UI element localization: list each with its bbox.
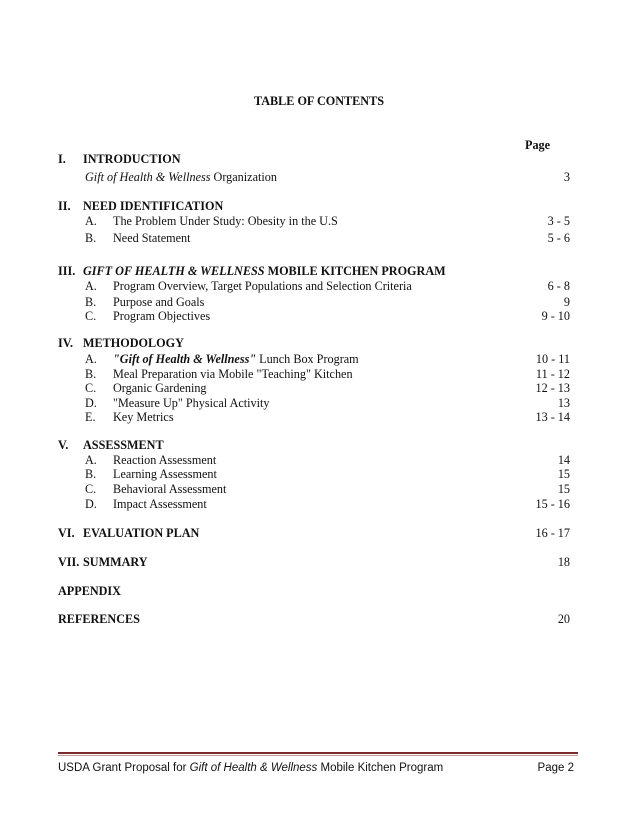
section-number: V. xyxy=(58,438,69,452)
toc-item-page: 14 xyxy=(557,453,570,467)
toc-item-page: 5 - 6 xyxy=(547,231,570,245)
footer-page-number: Page 2 xyxy=(537,762,574,774)
section-title-italic: GIFT OF HEALTH & WELLNESS xyxy=(83,264,265,278)
toc-item-page: 6 - 8 xyxy=(547,279,570,293)
section-number: VII. xyxy=(58,555,80,569)
toc-item-letter: C. xyxy=(85,482,97,496)
toc-item-italic: Gift of Health & Wellness xyxy=(85,170,211,184)
section-number: II. xyxy=(58,199,71,213)
toc-item-letter: B. xyxy=(85,467,97,481)
toc-item-text: Lunch Box Program xyxy=(256,352,359,366)
footer-suffix: Mobile Kitchen Program xyxy=(317,762,444,774)
toc-item-text: Learning Assessment xyxy=(113,467,217,481)
toc-item-text: Purpose and Goals xyxy=(113,295,205,309)
toc-item-page: 15 xyxy=(557,482,570,496)
references-title: REFERENCES xyxy=(58,612,140,626)
toc-item-text: Key Metrics xyxy=(113,410,174,424)
toc-item-text: Reaction Assessment xyxy=(113,453,217,467)
toc-item-page: 9 xyxy=(563,295,570,309)
toc-item-letter: B. xyxy=(85,295,97,309)
footer-prefix: USDA Grant Proposal for xyxy=(58,762,190,774)
section-title xyxy=(83,264,446,279)
toc-item-text: Program Objectives xyxy=(113,309,211,323)
footer-italic: Gift of Health & Wellness xyxy=(189,762,318,774)
toc-item-text: The Problem Under Study: Obesity in the U.S xyxy=(113,214,338,228)
toc-item-letter: D. xyxy=(85,497,97,511)
section-title: ASSESSMENT xyxy=(83,438,164,452)
toc-item-letter: D. xyxy=(85,396,97,410)
toc-item-text: Organization xyxy=(210,170,277,184)
section-title: EVALUATION PLAN xyxy=(83,526,200,540)
section-page: 16 - 17 xyxy=(535,526,570,540)
toc-item-page: 15 - 16 xyxy=(535,497,570,511)
toc-item xyxy=(85,170,277,185)
section-title: SUMMARY xyxy=(83,555,148,569)
section-number: VI. xyxy=(58,526,75,540)
toc-item-letter: A. xyxy=(85,352,97,366)
toc-item-text: Behavioral Assessment xyxy=(113,482,227,496)
toc-item-letter: B. xyxy=(85,231,97,245)
toc-item-letter: A. xyxy=(85,214,97,228)
footer-left xyxy=(58,762,443,774)
toc-item-text: "Measure Up" Physical Activity xyxy=(113,396,270,410)
toc-item-page: 12 - 13 xyxy=(535,381,570,395)
section-title: METHODOLOGY xyxy=(83,336,184,350)
toc-item-letter: E. xyxy=(85,410,96,424)
section-number: III. xyxy=(58,264,76,278)
toc-item-text: Need Statement xyxy=(113,231,191,245)
toc-item-page: 15 xyxy=(557,467,570,481)
toc-item-letter: A. xyxy=(85,279,97,293)
footer-rule-thin xyxy=(58,755,578,756)
toc-item-page: 13 xyxy=(557,396,570,410)
toc-item-letter: A. xyxy=(85,453,97,467)
section-title-text: MOBILE KITCHEN PROGRAM xyxy=(264,264,446,278)
page-title: TABLE OF CONTENTS xyxy=(253,94,385,108)
section-title: INTRODUCTION xyxy=(83,152,181,166)
references-page: 20 xyxy=(557,612,570,626)
toc-item-letter: B. xyxy=(85,367,97,381)
appendix-title: APPENDIX xyxy=(58,584,121,598)
toc-item-page: 9 - 10 xyxy=(541,309,570,323)
toc-item-text: Impact Assessment xyxy=(113,497,207,511)
toc-item-text: Meal Preparation via Mobile "Teaching" Kitchen xyxy=(113,367,353,381)
section-number: IV. xyxy=(58,336,74,350)
toc-item-text: Program Overview, Target Populations and Selection Criteria xyxy=(113,279,412,293)
section-page: 18 xyxy=(557,555,570,569)
toc-item-letter: C. xyxy=(85,381,97,395)
section-title: NEED IDENTIFICATION xyxy=(83,199,224,213)
toc-item-page: 3 xyxy=(563,170,570,184)
toc-item-page: 3 - 5 xyxy=(547,214,570,228)
toc-item-letter: C. xyxy=(85,309,97,323)
toc-item-page: 13 - 14 xyxy=(535,410,570,424)
toc-item-page: 10 - 11 xyxy=(535,352,570,366)
toc-item-text: Organic Gardening xyxy=(113,381,207,395)
toc-item-page: 11 - 12 xyxy=(535,367,570,381)
footer-rule xyxy=(58,752,578,754)
toc-item xyxy=(113,352,359,367)
section-number: I. xyxy=(58,152,66,166)
page-column-header: Page xyxy=(525,138,551,152)
toc-item-italic: "Gift of Health & Wellness" xyxy=(113,352,257,366)
